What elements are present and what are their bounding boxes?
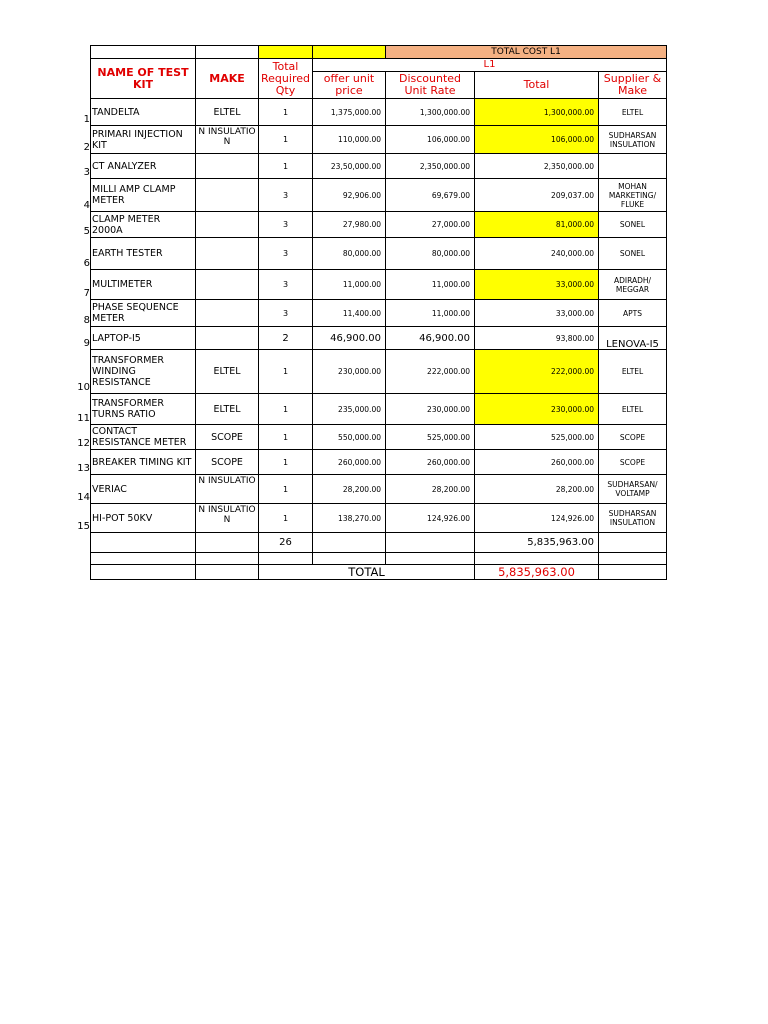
make-cell: ELTEL [196, 394, 259, 425]
blank-cell [196, 553, 259, 565]
total-cost-header: TOTAL COST L1 [386, 46, 667, 59]
supplier-cell: LENOVA-I5 [599, 327, 667, 350]
yellow-header-cell [313, 46, 386, 59]
table-row [91, 212, 667, 238]
table-row [91, 450, 667, 475]
discounted-rate-cell: 46,900.00 [386, 327, 475, 350]
offer-price-cell: 138,270.00 [313, 504, 386, 533]
offer-price-cell: 11,000.00 [313, 270, 386, 300]
discounted-rate-cell: 11,000.00 [386, 270, 475, 300]
qty-cell: 1 [259, 350, 313, 394]
offer-price-cell: 46,900.00 [313, 327, 386, 350]
row-number: 3 [83, 167, 90, 178]
discounted-rate-cell: 106,000.00 [386, 126, 475, 154]
discounted-rate-cell: 1,300,000.00 [386, 99, 475, 126]
item-name-cell: TANDELTA [91, 99, 196, 126]
make-cell: SCOPE [196, 425, 259, 450]
blank-cell [196, 46, 259, 59]
row-number: 10 [77, 382, 90, 393]
offer-price-cell: 110,000.00 [313, 126, 386, 154]
item-name-cell: LAPTOP-I5 [91, 327, 196, 350]
make-cell: ELTEL [196, 350, 259, 394]
qty-cell: 3 [259, 212, 313, 238]
item-name-cell: MILLI AMP CLAMP METER [91, 179, 196, 212]
item-name-cell: CLAMP METER 2000A [91, 212, 196, 238]
l1-header: L1 [313, 59, 667, 72]
offer-price-cell: 230,000.00 [313, 350, 386, 394]
qty-cell: 1 [259, 394, 313, 425]
grand-total-value: 5,835,963.00 [475, 565, 599, 580]
make-cell [196, 300, 259, 327]
discounted-rate-cell: 69,679.00 [386, 179, 475, 212]
cost-table [90, 45, 667, 580]
blank-cell [313, 533, 386, 553]
table-row [91, 99, 667, 126]
subtotal-row [91, 533, 667, 553]
row-number: 12 [77, 438, 90, 449]
supplier-cell: MOHAN MARKETING/ FLUKE [599, 179, 667, 212]
table-row [91, 154, 667, 179]
total-cell: 240,000.00 [475, 238, 599, 270]
make-cell [196, 270, 259, 300]
make-cell: N INSULATIO [196, 475, 259, 504]
supplier-cell: ELTEL [599, 350, 667, 394]
total-column-header: Total [475, 72, 599, 99]
total-cell: 33,000.00 [475, 270, 599, 300]
discounted-rate-cell: 28,200.00 [386, 475, 475, 504]
item-name-cell: TRANSFORMER TURNS RATIO [91, 394, 196, 425]
table-row [91, 475, 667, 504]
row-number: 15 [77, 521, 90, 532]
offer-price-cell: 260,000.00 [313, 450, 386, 475]
row-number: 9 [83, 338, 90, 349]
make-cell [196, 154, 259, 179]
item-name-cell: PHASE SEQUENCE METER [91, 300, 196, 327]
supplier-cell: ELTEL [599, 99, 667, 126]
make-column-header: MAKE [196, 59, 259, 99]
supplier-cell: SUDHARSAN/ VOLTAMP [599, 475, 667, 504]
qty-cell: 1 [259, 504, 313, 533]
yellow-header-cell [259, 46, 313, 59]
discounted-rate-cell: 27,000.00 [386, 212, 475, 238]
table-row [91, 270, 667, 300]
make-cell [196, 327, 259, 350]
blank-cell [386, 553, 475, 565]
total-cell: 222,000.00 [475, 350, 599, 394]
row-number: 14 [77, 492, 90, 503]
supplier-cell: APTS [599, 300, 667, 327]
row-number: 6 [83, 258, 90, 269]
item-name-cell: TRANSFORMER WINDING RESISTANCE [91, 350, 196, 394]
item-name-cell: EARTH TESTER [91, 238, 196, 270]
supplier-cell: ADIRADH/ MEGGAR [599, 270, 667, 300]
blank-cell [475, 553, 599, 565]
row-number: 1 [83, 114, 90, 125]
total-cell: 28,200.00 [475, 475, 599, 504]
supplier-cell: SUDHARSAN INSULATION [599, 126, 667, 154]
row-number: 13 [77, 463, 90, 474]
qty-cell: 3 [259, 270, 313, 300]
row-number: 5 [83, 226, 90, 237]
offer-price-cell: 92,906.00 [313, 179, 386, 212]
blank-cell [386, 533, 475, 553]
table-row [91, 327, 667, 350]
total-cell: 1,300,000.00 [475, 99, 599, 126]
offer-price-cell: 11,400.00 [313, 300, 386, 327]
total-cell: 33,000.00 [475, 300, 599, 327]
offer-price-cell: 80,000.00 [313, 238, 386, 270]
table-row [91, 179, 667, 212]
blank-cell [599, 533, 667, 553]
total-cell: 230,000.00 [475, 394, 599, 425]
make-cell: N INSULATIO N [196, 126, 259, 154]
discounted-rate-cell: 260,000.00 [386, 450, 475, 475]
table-row [91, 425, 667, 450]
blank-cell [91, 46, 196, 59]
grand-total-row [91, 565, 667, 580]
blank-cell [259, 553, 313, 565]
table-row [91, 394, 667, 425]
offer-price-cell: 235,000.00 [313, 394, 386, 425]
item-name-cell: CONTACT RESISTANCE METER [91, 425, 196, 450]
qty-cell: 1 [259, 475, 313, 504]
make-cell [196, 179, 259, 212]
total-cell: 81,000.00 [475, 212, 599, 238]
row-number: 2 [83, 142, 90, 153]
qty-cell: 3 [259, 238, 313, 270]
qty-cell: 1 [259, 425, 313, 450]
offer-price-header: offer unit price [313, 72, 386, 99]
cost-comparison-sheet [90, 45, 666, 580]
header-row-top [91, 46, 667, 59]
discounted-rate-cell: 2,350,000.00 [386, 154, 475, 179]
row-number: 11 [77, 413, 90, 424]
row-number: 7 [83, 288, 90, 299]
offer-price-cell: 23,50,000.00 [313, 154, 386, 179]
blank-row [91, 553, 667, 565]
qty-cell: 3 [259, 300, 313, 327]
supplier-cell: SONEL [599, 238, 667, 270]
discounted-rate-cell: 80,000.00 [386, 238, 475, 270]
item-name-cell: HI-POT 50KV [91, 504, 196, 533]
qty-cell: 1 [259, 450, 313, 475]
grand-total-label: TOTAL [259, 565, 475, 580]
qty-cell: 3 [259, 179, 313, 212]
supplier-cell: SONEL [599, 212, 667, 238]
total-cell: 260,000.00 [475, 450, 599, 475]
make-cell [196, 238, 259, 270]
qty-cell: 1 [259, 99, 313, 126]
table-row [91, 126, 667, 154]
header-row-l1 [91, 59, 667, 72]
item-name-cell: CT ANALYZER [91, 154, 196, 179]
total-cell: 106,000.00 [475, 126, 599, 154]
qty-cell: 1 [259, 154, 313, 179]
qty-cell: 2 [259, 327, 313, 350]
blank-cell [91, 533, 196, 553]
discounted-rate-cell: 124,926.00 [386, 504, 475, 533]
table-row [91, 504, 667, 533]
qty-column-header: Total Required Qty [259, 59, 313, 99]
supplier-cell: SCOPE [599, 425, 667, 450]
discounted-rate-cell: 230,000.00 [386, 394, 475, 425]
discounted-rate-header: Discounted Unit Rate [386, 72, 475, 99]
total-cell: 209,037.00 [475, 179, 599, 212]
table-row [91, 350, 667, 394]
total-cell: 525,000.00 [475, 425, 599, 450]
item-name-cell: PRIMARI INJECTION KIT [91, 126, 196, 154]
qty-cell: 1 [259, 126, 313, 154]
make-cell: SCOPE [196, 450, 259, 475]
row-number: 4 [83, 200, 90, 211]
item-name-cell: BREAKER TIMING KIT [91, 450, 196, 475]
make-cell [196, 212, 259, 238]
blank-cell [196, 533, 259, 553]
item-name-cell: VERIAC [91, 475, 196, 504]
discounted-rate-cell: 525,000.00 [386, 425, 475, 450]
supplier-cell: ELTEL [599, 394, 667, 425]
total-cell: 2,350,000.00 [475, 154, 599, 179]
blank-cell [313, 553, 386, 565]
supplier-column-header: Supplier & Make [599, 72, 667, 99]
make-cell: N INSULATIO N [196, 504, 259, 533]
blank-cell [599, 565, 667, 580]
table-row [91, 238, 667, 270]
discounted-rate-cell: 222,000.00 [386, 350, 475, 394]
row-number: 8 [83, 315, 90, 326]
offer-price-cell: 1,375,000.00 [313, 99, 386, 126]
item-name-cell: MULTIMETER [91, 270, 196, 300]
offer-price-cell: 27,980.00 [313, 212, 386, 238]
discounted-rate-cell: 11,000.00 [386, 300, 475, 327]
total-cell: 124,926.00 [475, 504, 599, 533]
blank-cell [91, 553, 196, 565]
total-cell: 93,800.00 [475, 327, 599, 350]
offer-price-cell: 550,000.00 [313, 425, 386, 450]
supplier-cell: SCOPE [599, 450, 667, 475]
blank-cell [599, 553, 667, 565]
supplier-cell [599, 154, 667, 179]
offer-price-cell: 28,200.00 [313, 475, 386, 504]
name-column-header: NAME OF TEST KIT [91, 59, 196, 99]
qty-sum-cell: 26 [259, 533, 313, 553]
make-cell: ELTEL [196, 99, 259, 126]
supplier-cell: SUDHARSAN INSULATION [599, 504, 667, 533]
blank-cell [196, 565, 259, 580]
total-sum-cell: 5,835,963.00 [475, 533, 599, 553]
blank-cell [91, 565, 196, 580]
table-row [91, 300, 667, 327]
